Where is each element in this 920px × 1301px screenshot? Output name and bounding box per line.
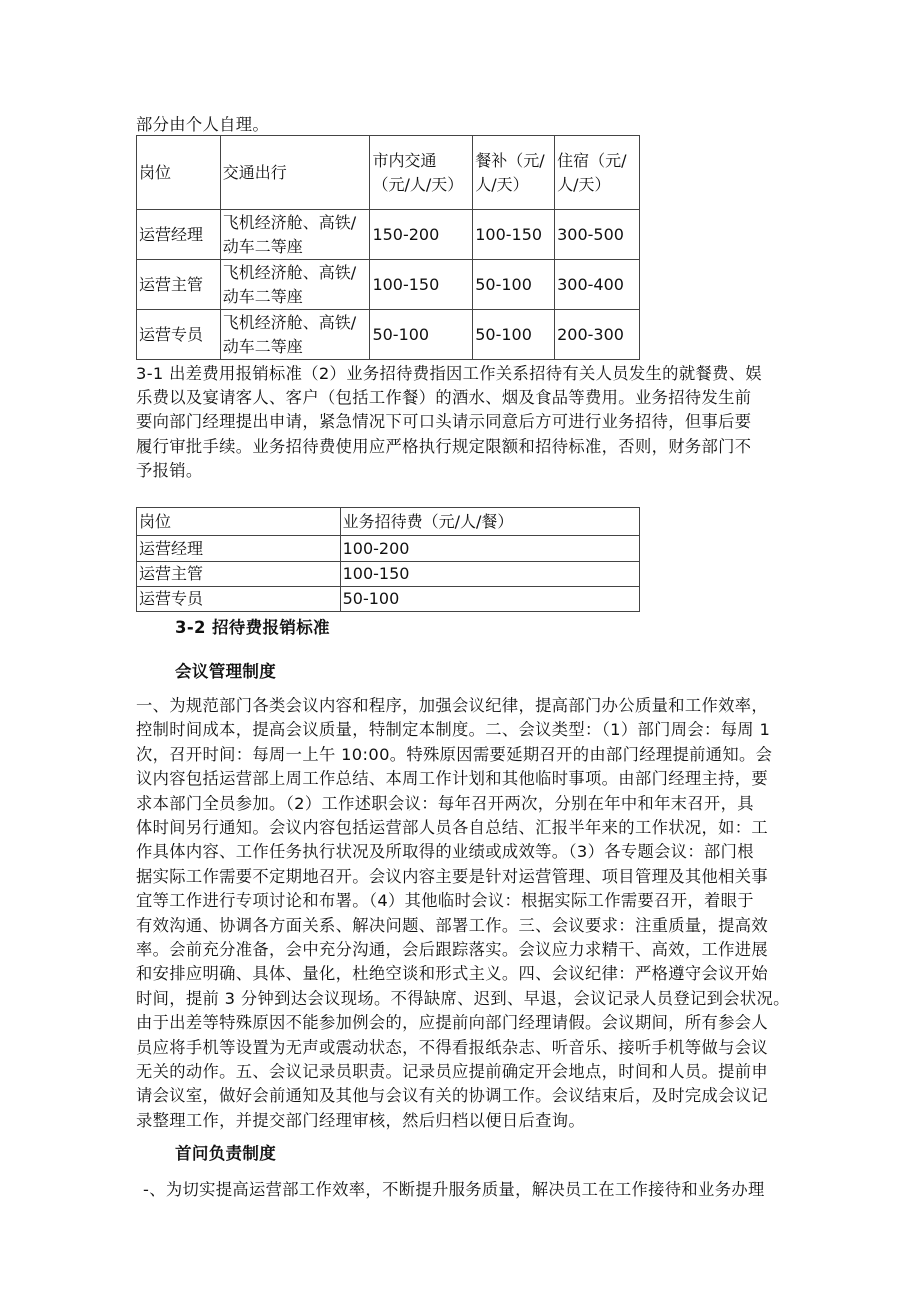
paragraph-line: 时间，提前 3 分钟到达会议现场。不得缺席、迟到、早退，会议记录人员登记到会状况。 (136, 988, 790, 1008)
paragraph-line: 宜等工作进行专项讨论和布署。（4）其他临时会议：根据实际工作需要召开，着眼于 (136, 891, 754, 911)
paragraph-line: 有效沟通、协调各方面关系、解决问题、部署工作。三、会议要求：注重质量，提高效 (136, 915, 768, 935)
paragraph-line: 和安排应明确、具体、量化，杜绝空谈和形式主义。四、会议纪律：严格遵守会议开始 (136, 964, 768, 984)
table-cell: 飞机经济舱、高铁/动车二等座 (220, 260, 370, 310)
table-header-row (137, 508, 640, 536)
table-cell: 运营主管 (137, 562, 341, 587)
table-cell: 运营经理 (137, 210, 221, 260)
header-cell: 住宿（元/人/天） (555, 136, 640, 210)
table-cell: 100-150 (473, 210, 555, 260)
header-cell: 岗位 (137, 136, 221, 210)
table-cell: 飞机经济舱、高铁/动车二等座 (220, 310, 370, 360)
table-cell: 运营经理 (137, 536, 341, 562)
table-row (137, 562, 640, 587)
paragraph-line: 控制时间成本，提高会议质量，特制定本制度。二、会议类型：（1）部门周会：每周 1 (136, 720, 771, 740)
table-cell: 50-100 (340, 587, 639, 612)
table-row (137, 536, 640, 562)
paragraph-line: 一、为规范部门各类会议内容和程序，加强会议纪律，提高部门办公质量和工作效率， (136, 696, 768, 715)
header-cell: 市内交通（元/人/天） (370, 136, 473, 210)
paragraph-line: 要向部门经理提出申请，紧急情况下可口头请示同意后方可进行业务招待，但事后要 (136, 412, 752, 432)
table-row (137, 260, 640, 310)
header-cell: 交通出行 (220, 136, 370, 210)
intro-line: 部分由个人自理。 (136, 115, 270, 134)
table-cell: 200-300 (555, 310, 640, 360)
table-row (137, 310, 640, 360)
header-cell: 岗位 (137, 508, 341, 536)
table-cell: 100-150 (340, 562, 639, 587)
paragraph-line: -、为切实提高运营部工作效率，不断提升服务质量，解决员工在工作接待和业务办理 (143, 1180, 765, 1199)
table-cell: 300-500 (555, 210, 640, 260)
table-cell: 运营专员 (137, 587, 341, 612)
paragraph-line: 乐费以及宴请客人、客户（包括工作餐）的酒水、烟及食品等费用。业务招待发生前 (136, 388, 752, 408)
paragraph-line: 求本部门全员参加。（2）工作述职会议：每年召开两次，分别在年中和年末召开，具 (136, 793, 754, 813)
paragraph-line: 体时间另行通知。会议内容包括运营部人员各自总结、汇报半年来的工作状况，如：工 (136, 818, 768, 837)
table-cell: 100-200 (340, 536, 639, 562)
header-cell: 业务招待费（元/人/餐） (340, 508, 639, 536)
travel-expense-table (136, 135, 640, 360)
paragraph-line: 员应将手机等设置为无声或震动状态，不得看报纸杂志、听音乐、接听手机等做与会议 (136, 1037, 768, 1057)
table-cell: 50-100 (473, 310, 555, 360)
table-row (137, 210, 640, 260)
table-caption: 3-2 招待费报销标准 (175, 618, 330, 637)
paragraph-line: 据实际工作需要不定期地召开。会议内容主要是针对运营管理、项目管理及其他相关事 (136, 866, 768, 886)
table-cell: 运营主管 (137, 260, 221, 310)
paragraph-line: 率。会前充分准备，会中充分沟通，会后跟踪落实。会议应力求精干、高效，工作进展 (136, 940, 768, 959)
table-cell: 150-200 (370, 210, 473, 260)
entertainment-expense-table (136, 507, 640, 612)
paragraph-line: 由于出差等特殊原因不能参加例会的，应提前向部门经理请假。会议期间，所有参会人 (136, 1013, 768, 1033)
paragraph-line: 3-1 出差费用报销标准（2）业务招待费指因工作关系招待有关人员发生的就餐费、娱 (136, 364, 762, 383)
paragraph-line: 录整理工作，并提交部门经理审核，然后归档以便日后查询。 (136, 1110, 586, 1130)
paragraph-line: 无关的动作。五、会议记录员职责。记录员应提前确定开会地点，时间和人员。提前申 (136, 1062, 768, 1081)
table-cell: 运营专员 (137, 310, 221, 360)
paragraph-line: 次，召开时间：每周一上午 10:00。特殊原因需要延期召开的由部门经理提前通知。会 (136, 744, 773, 764)
table-cell: 300-400 (555, 260, 640, 310)
table-cell: 100-150 (370, 260, 473, 310)
paragraph-line: 议内容包括运营部上周工作总结、本周工作计划和其他临时事项。由部门经理主持，要 (136, 769, 768, 789)
section-heading-meeting: 会议管理制度 (175, 662, 277, 681)
paragraph-line: 予报销。 (136, 460, 203, 480)
paragraph-line: 请会议室，做好会前通知及其他与会议有关的协调工作。会议结束后，及时完成会议记 (136, 1086, 768, 1106)
section-heading-first-inquiry: 首问负责制度 (175, 1144, 277, 1163)
paragraph-line: 履行审批手续。业务招待费使用应严格执行规定限额和招待标准，否则，财务部门不 (136, 436, 752, 456)
paragraph-line: 作具体内容、工作任务执行状况及所取得的业绩或成效等。（3）各专题会议：部门根 (136, 842, 754, 862)
table-header-row (137, 136, 640, 210)
table-cell: 50-100 (370, 310, 473, 360)
table-cell: 飞机经济舱、高铁/动车二等座 (220, 210, 370, 260)
table-row (137, 587, 640, 612)
table-cell: 50-100 (473, 260, 555, 310)
header-cell: 餐补（元/人/天） (473, 136, 555, 210)
